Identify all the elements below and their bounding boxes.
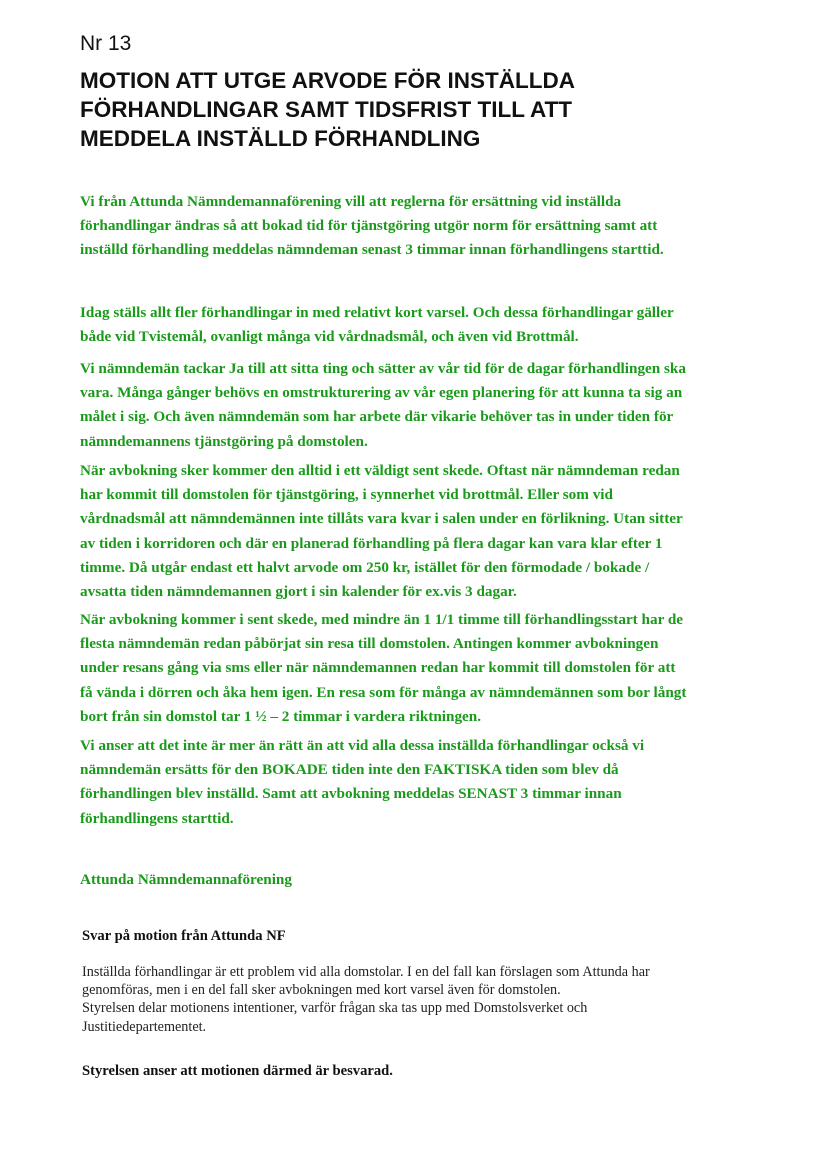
- answer-line: Inställda förhandlingar är ett problem vid alla domstolar. I en del fall kan förslagen som Attunda har: [82, 964, 650, 980]
- motion-intro-paragraph: [80, 190, 770, 263]
- paragraph-line: nämndemän ersätts för den BOKADE tiden inte den FAKTISKA tiden som blev då: [80, 761, 619, 779]
- paragraph-line: Vi anser att det inte är mer än rätt än att vid alla dessa inställda förhandlingar också vi: [80, 737, 645, 754]
- paragraph-line: Vi från Attunda Nämndemannaförening vill att reglerna för ersättning vid inställda: [80, 193, 622, 210]
- motion-paragraph-3: [80, 459, 770, 604]
- answer-conclusion: Styrelsen anser att motionen därmed är besvarad.: [82, 1063, 393, 1079]
- answer-body: [82, 963, 782, 1036]
- paragraph-line: förhandlingens starttid.: [80, 809, 234, 827]
- paragraph-line: När avbokning sker kommer den alltid i ett väldigt sent skede. Oftast när nämndeman redan: [80, 462, 680, 479]
- motion-title-line: MOTION ATT UTGE ARVODE FÖR INSTÄLLDA: [80, 68, 575, 93]
- motion-paragraph-1: [80, 301, 770, 349]
- answer-line: Justitiedepartementet.: [82, 1018, 207, 1035]
- motion-paragraph-4: [80, 608, 770, 729]
- paragraph-line: förhandlingar ändras så att bokad tid för tjänstgöring utgör norm för ersättning samt att: [80, 217, 658, 235]
- answer-line: Styrelsen delar motionens intentioner, varför frågan ska tas upp med Domstolsverket och: [82, 1000, 588, 1017]
- paragraph-line: målet i sig. Och även nämndemän som har arbete där vikarie behöver tas in under tiden för: [80, 408, 674, 426]
- paragraph-line: under resans gång via sms eller när nämndemannen redan har kommit till domstolen för att: [80, 659, 676, 677]
- motion-title-line: FÖRHANDLINGAR SAMT TIDSFRIST TILL ATT: [80, 97, 573, 122]
- paragraph-line: flesta nämndemän redan påbörjat sin resa till domstolen. Antingen kommer avbokningen: [80, 635, 659, 653]
- paragraph-line: timme. Då utgår endast ett halvt arvode om 250 kr, istället för den förmodade / bokade /: [80, 558, 650, 576]
- paragraph-line: Idag ställs allt fler förhandlingar in med relativt kort varsel. Och dessa förhandlingar gäller: [80, 304, 674, 321]
- motion-title-line: MEDDELA INSTÄLLD FÖRHANDLING: [80, 126, 481, 151]
- paragraph-line: få vända i dörren och åka hem igen. En resa som för många av nämndemännen som bor långt: [80, 683, 687, 701]
- paragraph-line: inställd förhandling meddelas nämndeman senast 3 timmar innan förhandlingens starttid.: [80, 241, 664, 259]
- paragraph-line: både vid Tvistemål, ovanligt många vid vårdnadsmål, och även vid Brottmål.: [80, 328, 579, 346]
- paragraph-line: avsatta tiden nämndemannen gjort i sin kalender för ex.vis 3 dagar.: [80, 583, 517, 601]
- paragraph-line: bort från sin domstol tar 1 ½ – 2 timmar i vardera riktningen.: [80, 707, 482, 725]
- paragraph-line: av tiden i korridoren och där en planerad förhandling på flera dagar kan vara klar efter 1: [80, 534, 663, 552]
- paragraph-line: vårdnadsmål att nämndemännen inte tillåts vara kvar i salen under en förlikning. Utan sitter: [80, 510, 683, 528]
- answer-title: Svar på motion från Attunda NF: [82, 928, 286, 944]
- paragraph-line: Vi nämndemän tackar Ja till att sitta ting och sätter av vår tid för de dagar förhandlingen ska: [80, 360, 686, 377]
- motion-paragraph-5: [80, 734, 770, 831]
- answer-line: genomföras, men i en del fall sker avbokningen med kort varsel även för domstolen.: [82, 982, 561, 999]
- paragraph-line: vara. Många gånger behövs en omstrukturering av vår egen planering för att kunna ta sig an: [80, 384, 683, 402]
- motion-paragraph-2: [80, 357, 770, 454]
- motion-number: Nr 13: [80, 32, 132, 55]
- paragraph-line: nämndemannens tjänstgöring på domstolen.: [80, 432, 368, 450]
- paragraph-line: förhandlingen blev inställd. Samt att avbokning meddelas SENAST 3 timmar innan: [80, 785, 622, 803]
- signature-text: Attunda Nämndemannaförening: [80, 871, 292, 888]
- paragraph-line: När avbokning kommer i sent skede, med mindre än 1 1/1 timme till förhandlingsstart har de: [80, 611, 684, 628]
- paragraph-line: har kommit till domstolen för tjänstgöring, i synnerhet vid brottmål. Eller som vid: [80, 486, 613, 504]
- motion-signature: [80, 868, 770, 892]
- motion-title: [80, 66, 780, 153]
